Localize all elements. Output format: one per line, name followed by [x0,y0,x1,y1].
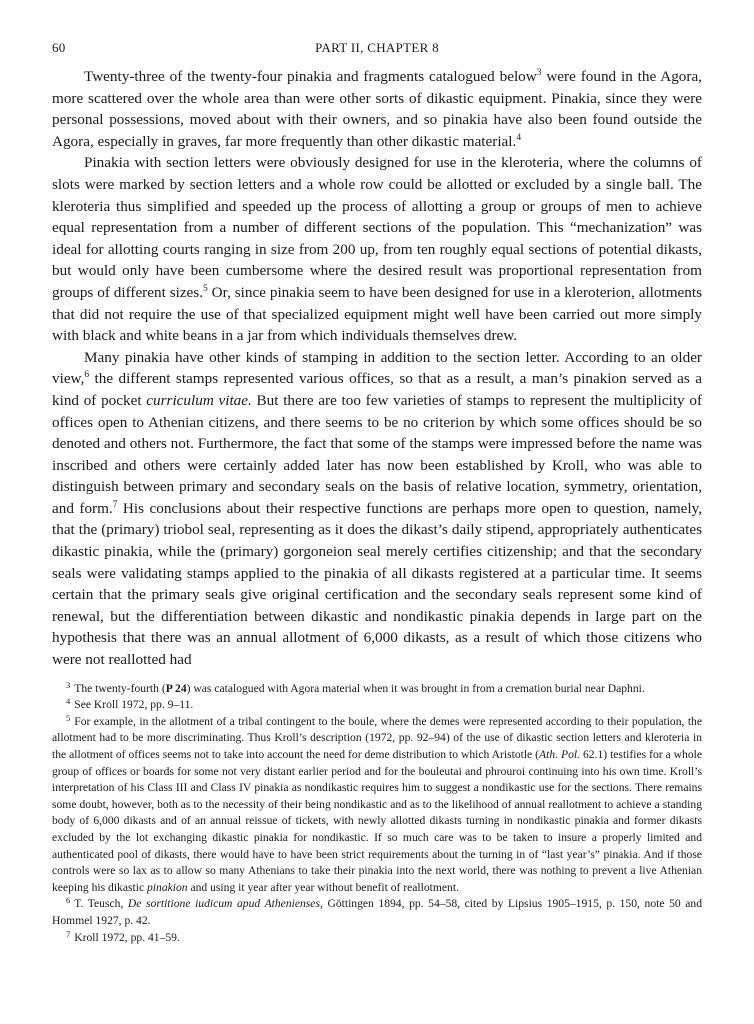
footnote-ref: 3 [536,68,542,78]
paragraph-2: Pinakia with section letters were obviously designed for use in the kleroteria, where the columns of slots were marked by section letters and a whole row could be allotted or excluded by a single ball. The kleroteria thus simplified and speeded up the process of allotting a group or groups of men to achieve equal representation from a number of different sections of the population. This “mechanization” was ideal for allotting courts ranging in size from 200 up, from ten roughly equal sections of potential dikasts, but would only have been cumbersome where the desired result was proportional representation from groups of different sizes.$^5$ Or, since pinakia seem to have been designed for use in a kleroterion, allotments that did not require the use of that specialized equipment might well have been carried out more simply with black and white beans in a jar from which individuals themselves drew. [52,154,702,345]
page [52,40,702,946]
page-number: 60 [52,40,66,55]
footnote-ref: 6 [84,370,90,381]
running-title: PART II, CHAPTER 8 [315,40,439,55]
footnote-ref: 7 [112,499,118,510]
footnote-ref: 4 [516,132,522,143]
paragraph-3: Many pinakia have other kinds of stamping in addition to the section letter. According to an older view,$^6$ the different stamps represented various offices, so that as a result, a man’s pinakion served as a kind of pocket curriculum vitae. But there are too few varieties of stamps to represent the multiplicity of offices open to Athenian citizens, and there seems to be no criterion by which some offices should be so denoted and others not. Furthermore, the fact that some of the stamps were impressed before the name was inscribed and others were certainly added later has now been established by Kroll, who was able to distinguish between primary and secondary seals on the basis of relative location, symmetry, orientation, and form.$^7$ His conclusions about their respective functions are perhaps more open to question, namely, that the (primary) triobol seal, representing as it does the dikast’s daily stipend, appropriately authenticates dikastic pinakia, while the (primary) gorgoneion seal merely certifies citizenship; and that the secondary seals were validating stamps applied to the pinakia of all dikasts registered at a particular time. It seems certain that the primary seals give original certification and the secondary seals represent some kind of renewal, but the differentiation between dikastic and nondikastic pinakia depends in large part on the hypothesis that there was an annual allotment of 6,000 dikasts, as a result of which those citizens who were not reallotted had [52,348,702,669]
footnote-7: $^7$ Kroll 1972, pp. 41–59. [66,928,180,944]
footnote-4: $^4$ See Kroll 1972, pp. 9–11. [66,696,194,712]
paragraph-1: Twenty-three of the twenty-four pinakia and fragments catalogued below$^3$ were found in the Agora, more scattered over the whole area than were other sorts of dikastic equipment. Pinakia, since they were personal possessions, moved about with their owners, and so pinakia have also been found outside the Agora, especially in graves, far more frequently than other dikastic material.$^4$ [52,68,702,150]
footnotes [52,681,702,947]
footnote-5: $^5$ For example, in the allotment of a tribal contingent to the boule, where the demes were represented according to their population, the allotment had to be more discriminating. Thus Kroll’s description (1972, pp. 92–94) of the use of dikastic section letters and kleroteria in the allotment of offices seems not to take into account the need for deme distribution to which Aristotle (Ath. Pol. 62.1) testifies for a whole group of offices or boards for some not very distant earlier period and for the bouleutai and phrouroi continuing into his own time. Kroll’s interpretation of his Class III and Class IV pinakia as nondikastic requires him to suggest a nondikastic use for the sections. There remains some doubt, however, both as to the necessity of their being nondikastic and as to the likelihood of annual reallotment to achieve a standing body of 6,000 dikasts and of an annual reissue of tickets, with newly allotted dikasts turning in nondikastic pinakia and former dikasts excluded by the lot exchanging dikastic pinakia for nondikastic. If so much care was to be taken to insure a properly limited and authenticated pool of dikasts, there would have to have been strict requirements about the turning in of “last year’s” pinakia. And if those controls were so lax as to allow so many Athenians to take their pinakia into the next world, there was nothing to prevent a live Athenian keeping his dikastic pinakion and using it year after year without benefit of reallotment. [52,712,702,894]
footnote-6: $^6$ T. Teusch, De sortitione iudicum apud Athenienses, Göttingen 1894, pp. 54–58, cited by Lipsius 1905–1915, p. 150, note 50 and Hommel 1927, p. 42. [52,895,702,927]
body-text [52,66,702,671]
running-head [52,40,702,62]
footnote-3: $^3$ The twenty-fourth (P 24) was catalogued with Agora material when it was brought in from a cremation burial near Daphni. [66,679,645,695]
footnote-ref: 5 [203,283,208,294]
